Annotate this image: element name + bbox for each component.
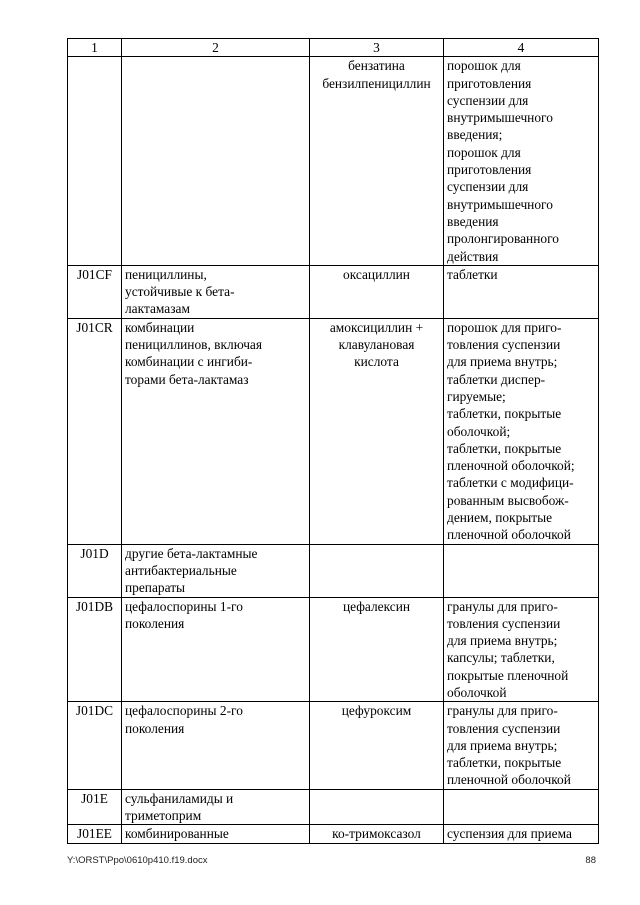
table-row: [68, 318, 599, 544]
dosage-form-cell: суспензия для приема: [444, 825, 599, 843]
footer-file-path: Y:\ORST\Ppo\0610p410.f19.docx: [67, 855, 208, 866]
table-row: [68, 544, 599, 597]
group-name-cell: сульфаниламиды и триметоприм: [122, 789, 310, 825]
column-header-3: 3: [310, 39, 444, 57]
table-row: [68, 597, 599, 702]
atc-code-cell: [68, 57, 122, 266]
substance-cell: ко-тримоксазол: [310, 825, 444, 843]
group-name-cell: цефалоспорины 1-го поколения: [122, 597, 310, 702]
group-name-cell: [122, 57, 310, 266]
substance-cell: цефалексин: [310, 597, 444, 702]
group-name-cell: комбинированные: [122, 825, 310, 843]
substance-cell: оксациллин: [310, 265, 444, 318]
atc-code-cell: J01CR: [68, 318, 122, 544]
dosage-form-cell: таблетки: [444, 265, 599, 318]
substance-cell: амоксициллин + клавулановая кислота: [310, 318, 444, 544]
column-header-2: 2: [122, 39, 310, 57]
atc-code-cell: J01DC: [68, 702, 122, 789]
table-header-row: [68, 39, 599, 57]
table-row: [68, 265, 599, 318]
table-row: [68, 825, 599, 843]
substance-cell: [310, 789, 444, 825]
atc-code-cell: J01EE: [68, 825, 122, 843]
dosage-form-cell: [444, 544, 599, 597]
atc-code-cell: J01E: [68, 789, 122, 825]
atc-code-cell: J01D: [68, 544, 122, 597]
dosage-form-cell: порошок для приго- товления суспензии для приема внутрь; таблетки диспер- гируемые; таблетки, покрытые оболочкой; таблетки, покрытые пленочной оболочкой; таблетки с модифици- рованным высвобож- дением, покрытые пленочной оболочкой: [444, 318, 599, 544]
group-name-cell: пенициллины, устойчивые к бета- лактамазам: [122, 265, 310, 318]
atc-code-cell: J01DB: [68, 597, 122, 702]
drug-table: [67, 38, 599, 844]
dosage-form-cell: гранулы для приго- товления суспензии для приема внутрь; капсулы; таблетки, покрытые пленочной оболочкой: [444, 597, 599, 702]
group-name-cell: цефалоспорины 2-го поколения: [122, 702, 310, 789]
table-row: [68, 702, 599, 789]
column-header-4: 4: [444, 39, 599, 57]
group-name-cell: другие бета-лактамные антибактериальные препараты: [122, 544, 310, 597]
table-row: [68, 57, 599, 266]
table-row: [68, 789, 599, 825]
substance-cell: цефуроксим: [310, 702, 444, 789]
group-name-cell: комбинации пенициллинов, включая комбинации с ингиби- торами бета-лактамаз: [122, 318, 310, 544]
substance-cell: бензатина бензилпенициллин: [310, 57, 444, 266]
substance-cell: [310, 544, 444, 597]
column-header-1: 1: [68, 39, 122, 57]
atc-code-cell: J01CF: [68, 265, 122, 318]
footer-page-number: 88: [585, 855, 596, 866]
dosage-form-cell: гранулы для приго- товления суспензии для приема внутрь; таблетки, покрытые пленочной оболочкой: [444, 702, 599, 789]
dosage-form-cell: порошок для приготовления суспензии для внутримышечного введения; порошок для приготовления суспензии для внутримышечного введения пролонгированного действия: [444, 57, 599, 266]
dosage-form-cell: [444, 789, 599, 825]
